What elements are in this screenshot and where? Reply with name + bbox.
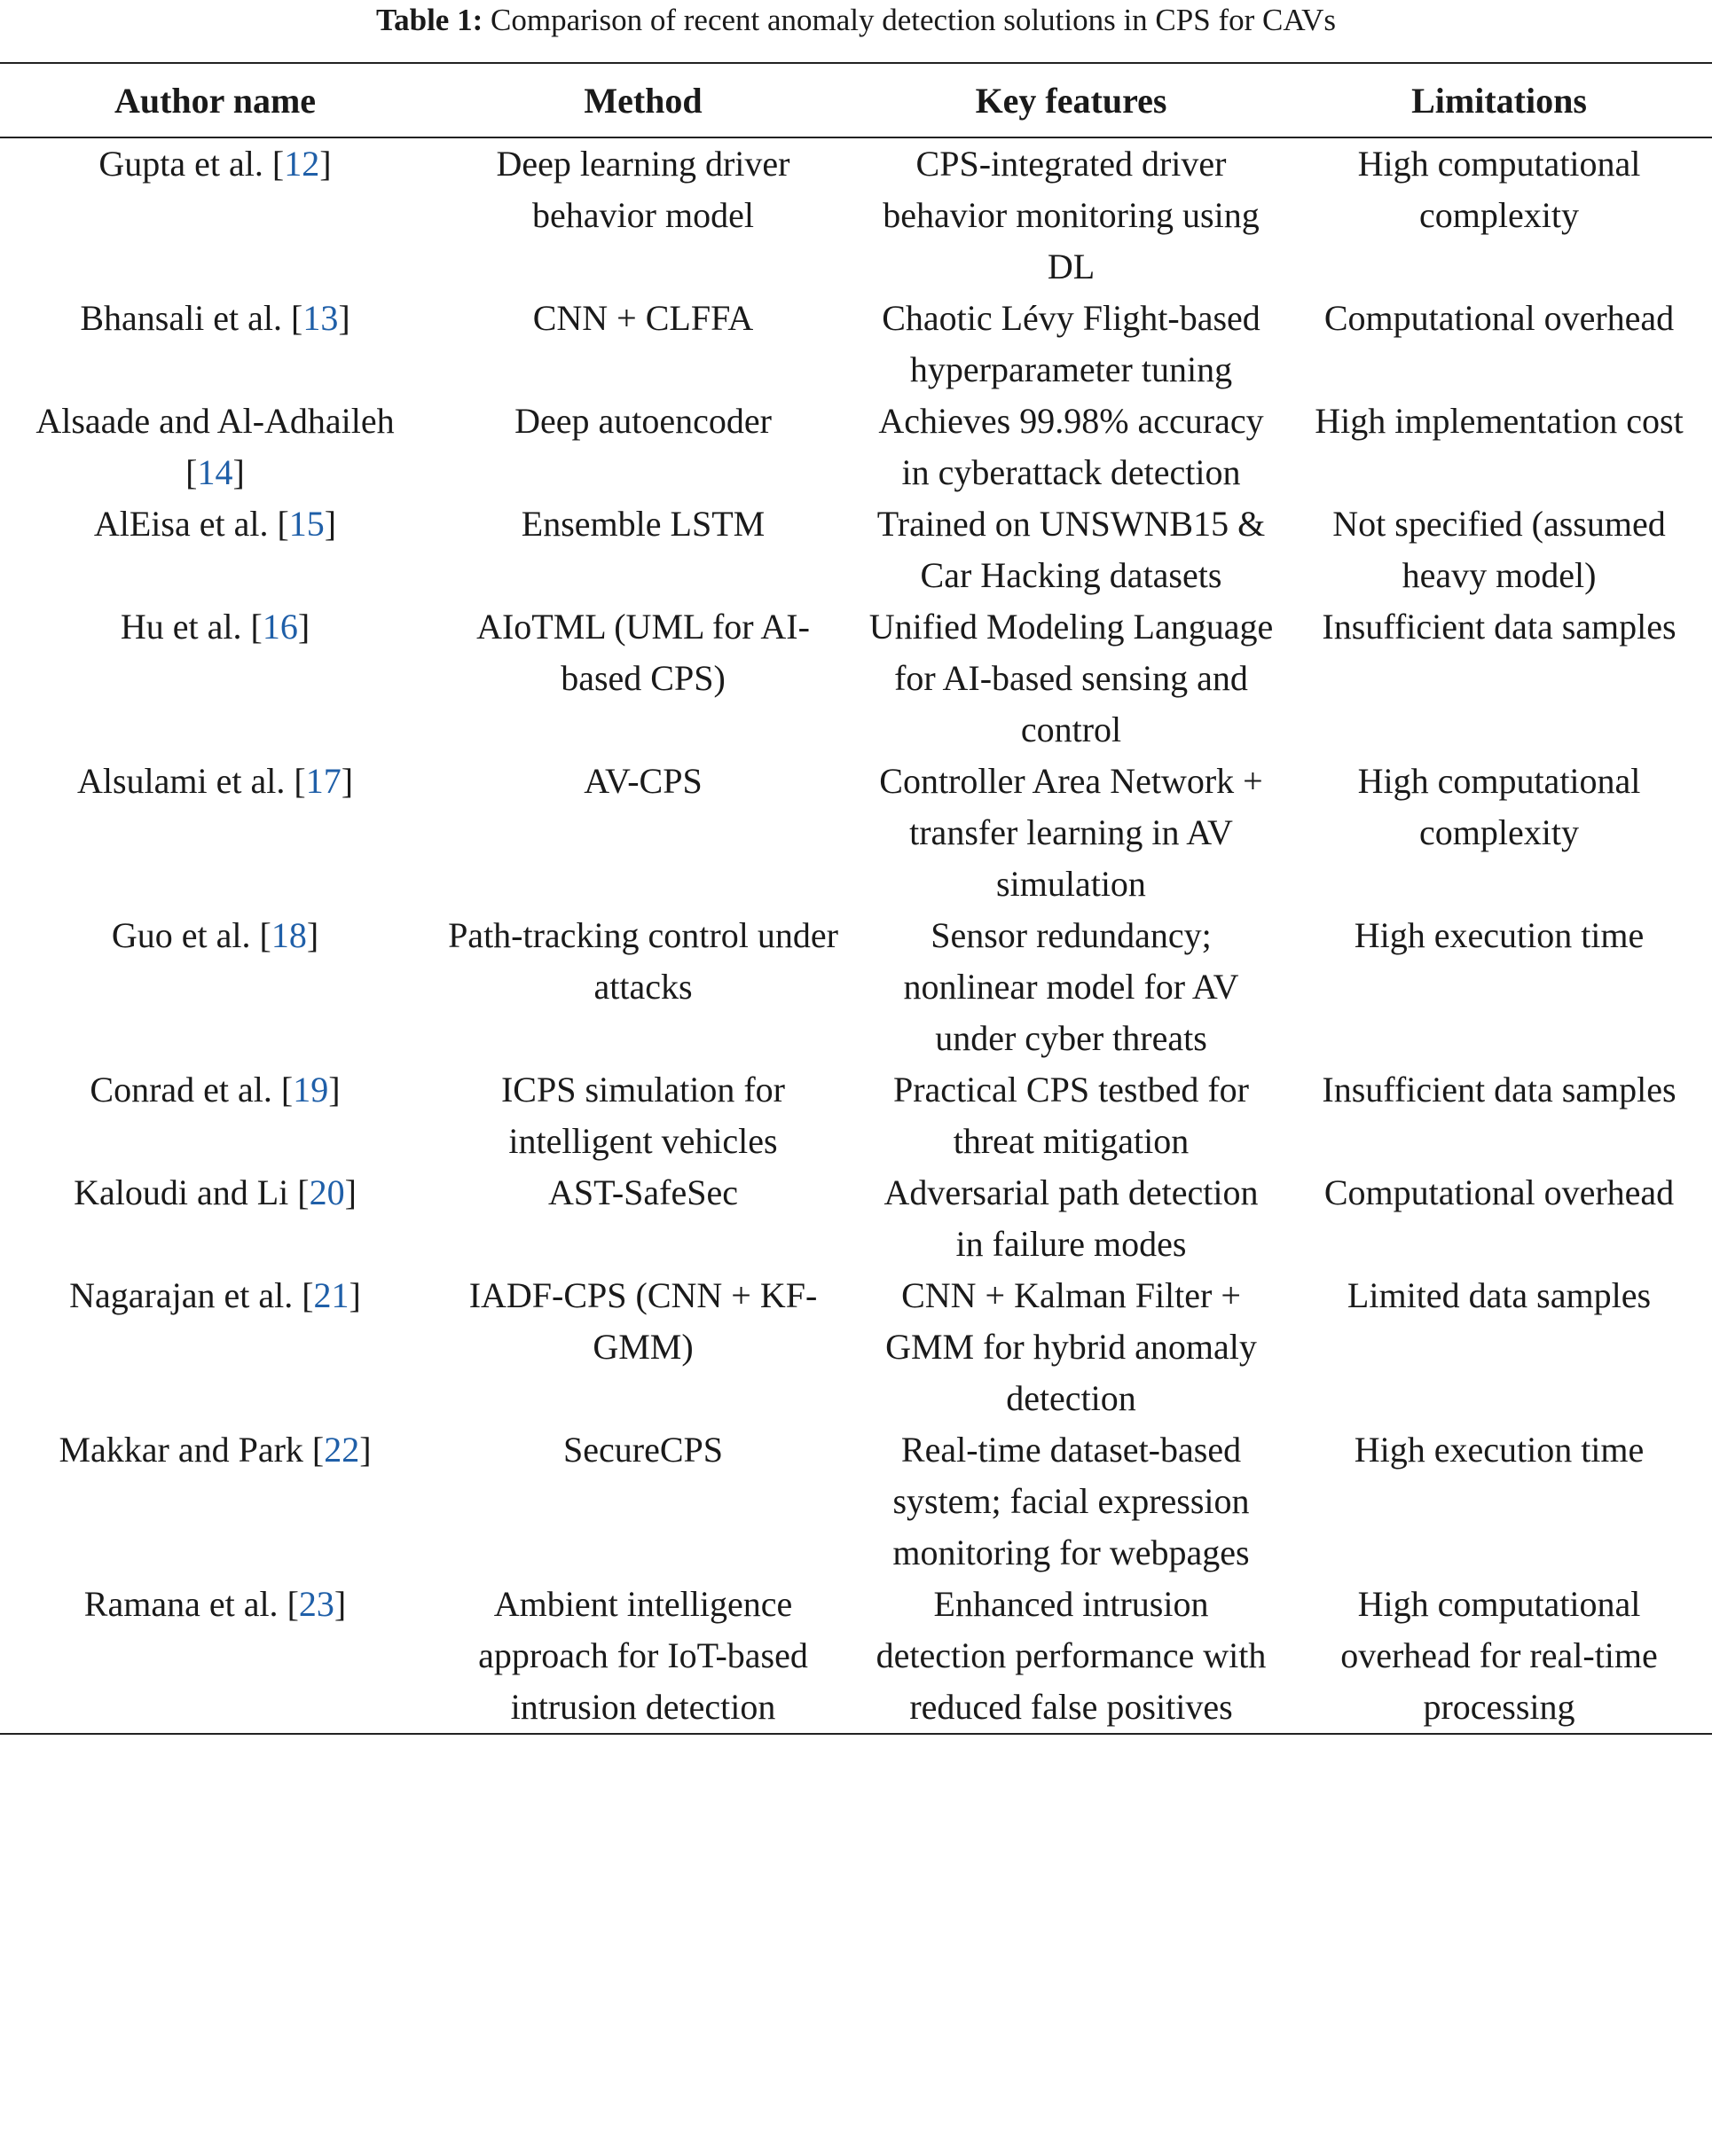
comparison-table-container xyxy=(0,62,1712,1735)
table-row xyxy=(0,1167,1712,1270)
limitations-cell: High computational complexity xyxy=(1357,144,1641,235)
author-cell: Nagarajan et al. [21] xyxy=(69,1275,361,1315)
table-row xyxy=(0,1270,1712,1424)
author-name: Ramana et al. xyxy=(83,1584,279,1624)
citation-link[interactable]: 12 xyxy=(284,144,320,184)
table-row xyxy=(0,293,1712,396)
author-name: Alsaade and Al-Adhaileh xyxy=(35,401,395,441)
key-features-cell: Sensor redundancy; nonlinear model for AV under cyber threats xyxy=(903,915,1239,1058)
author-name: Nagarajan et al. xyxy=(69,1275,294,1315)
key-features-cell: CNN + Kalman Filter + GMM for hybrid anomaly detection xyxy=(885,1275,1257,1418)
header-method: Method xyxy=(584,80,703,121)
author-cell: Conrad et al. [19] xyxy=(90,1070,341,1109)
citation-link[interactable]: 16 xyxy=(262,607,298,647)
citation-link[interactable]: 21 xyxy=(313,1275,349,1315)
key-features-cell: Trained on UNSWNB15 & Car Hacking datasets xyxy=(876,504,1266,595)
key-features-cell: Achieves 99.98% accuracy in cyberattack detection xyxy=(878,401,1264,492)
author-name: Gupta et al. xyxy=(98,144,263,184)
header-key-features: Key features xyxy=(975,80,1167,121)
author-cell: Makkar and Park [22] xyxy=(59,1430,372,1470)
key-features-cell: Practical CPS testbed for threat mitigation xyxy=(892,1070,1250,1161)
limitations-cell: Insufficient data samples xyxy=(1322,607,1677,647)
author-name: Conrad et al. xyxy=(90,1070,272,1109)
method-cell: AST-SafeSec xyxy=(547,1172,739,1212)
limitations-cell: High computational overhead for real-time processing xyxy=(1340,1584,1658,1727)
author-name: Guo et al. xyxy=(111,915,251,955)
method-cell: Ensemble LSTM xyxy=(521,504,766,544)
method-cell: Deep learning driver behavior model xyxy=(496,144,790,235)
table-header-row xyxy=(0,63,1712,137)
limitations-cell: High computational complexity xyxy=(1357,761,1641,852)
method-cell: Ambient intelligence approach for IoT-based intrusion detection xyxy=(478,1584,808,1727)
table-row xyxy=(0,601,1712,756)
author-name: Alsulami et al. xyxy=(76,761,286,801)
header-limitations: Limitations xyxy=(1411,80,1587,121)
method-cell: IADF-CPS (CNN + KF-GMM) xyxy=(468,1275,818,1367)
table-row xyxy=(0,1064,1712,1167)
table-row xyxy=(0,137,1712,293)
method-cell: Path-tracking control under attacks xyxy=(448,915,838,1007)
method-cell: Deep autoencoder xyxy=(514,401,772,441)
method-cell: AIoTML (UML for AI-based CPS) xyxy=(476,607,810,698)
citation-link[interactable]: 20 xyxy=(309,1172,345,1212)
method-cell: CNN + CLFFA xyxy=(532,298,754,338)
method-cell: SecureCPS xyxy=(563,1430,723,1470)
author-cell: Hu et al. [16] xyxy=(120,607,310,647)
table-row xyxy=(0,396,1712,498)
key-features-cell: Unified Modeling Language for AI-based sensing and control xyxy=(868,607,1274,749)
table-row xyxy=(0,498,1712,601)
author-cell: Bhansali et al. [13] xyxy=(80,298,350,338)
key-features-cell: Enhanced intrusion detection performance with reduced false positives xyxy=(876,1584,1267,1727)
citation-link[interactable]: 17 xyxy=(305,761,342,801)
author-cell: Guo et al. [18] xyxy=(111,915,319,955)
method-cell: AV-CPS xyxy=(584,761,703,801)
author-cell: Ramana et al. [23] xyxy=(83,1584,347,1624)
key-features-cell: Chaotic Lévy Flight-based hyperparameter tuning xyxy=(882,298,1260,389)
limitations-cell: Computational overhead xyxy=(1323,1172,1675,1212)
limitations-cell: Computational overhead xyxy=(1323,298,1675,338)
limitations-cell: High execution time xyxy=(1354,915,1645,955)
key-features-cell: Real-time dataset-based system; facial expression monitoring for webpages xyxy=(892,1430,1250,1572)
author-name: AlEisa et al. xyxy=(93,504,269,544)
key-features-cell: Controller Area Network + transfer learning in AV simulation xyxy=(879,761,1263,904)
author-cell: Alsaade and Al-Adhaileh [14] xyxy=(35,401,395,492)
table-row xyxy=(0,1424,1712,1579)
author-cell: Gupta et al. [12] xyxy=(98,144,332,184)
author-name: Makkar and Park xyxy=(59,1430,303,1470)
citation-link[interactable]: 23 xyxy=(298,1584,334,1624)
limitations-cell: Limited data samples xyxy=(1347,1275,1652,1315)
citation-link[interactable]: 18 xyxy=(271,915,307,955)
table-body xyxy=(0,137,1712,1734)
table-caption xyxy=(0,0,1712,46)
key-features-cell: CPS-integrated driver behavior monitoring using DL xyxy=(883,144,1260,286)
comparison-table xyxy=(0,62,1712,1735)
caption-label: Table 1: xyxy=(375,3,483,37)
caption-text: Comparison of recent anomaly detection solutions in CPS for CAVs xyxy=(491,3,1337,37)
limitations-cell: Insufficient data samples xyxy=(1322,1070,1677,1109)
author-name: Hu et al. xyxy=(120,607,242,647)
author-cell: Kaloudi and Li [20] xyxy=(74,1172,357,1212)
author-cell: Alsulami et al. [17] xyxy=(76,761,354,801)
citation-link[interactable]: 13 xyxy=(302,298,339,338)
header-author-name: Author name xyxy=(114,80,317,121)
author-cell: AlEisa et al. [15] xyxy=(93,504,337,544)
author-name: Bhansali et al. xyxy=(80,298,283,338)
table-row xyxy=(0,756,1712,910)
citation-link[interactable]: 15 xyxy=(288,504,325,544)
table-row xyxy=(0,1579,1712,1734)
table-row xyxy=(0,910,1712,1064)
method-cell: ICPS simulation for intelligent vehicles xyxy=(500,1070,786,1161)
limitations-cell: High execution time xyxy=(1354,1430,1645,1470)
citation-link[interactable]: 22 xyxy=(324,1430,360,1470)
author-name: Kaloudi and Li xyxy=(74,1172,289,1212)
limitations-cell: Not specified (assumed heavy model) xyxy=(1332,504,1666,595)
key-features-cell: Adversarial path detection in failure modes xyxy=(883,1172,1259,1264)
citation-link[interactable]: 14 xyxy=(197,452,233,492)
citation-link[interactable]: 19 xyxy=(293,1070,329,1109)
limitations-cell: High implementation cost xyxy=(1315,401,1684,441)
